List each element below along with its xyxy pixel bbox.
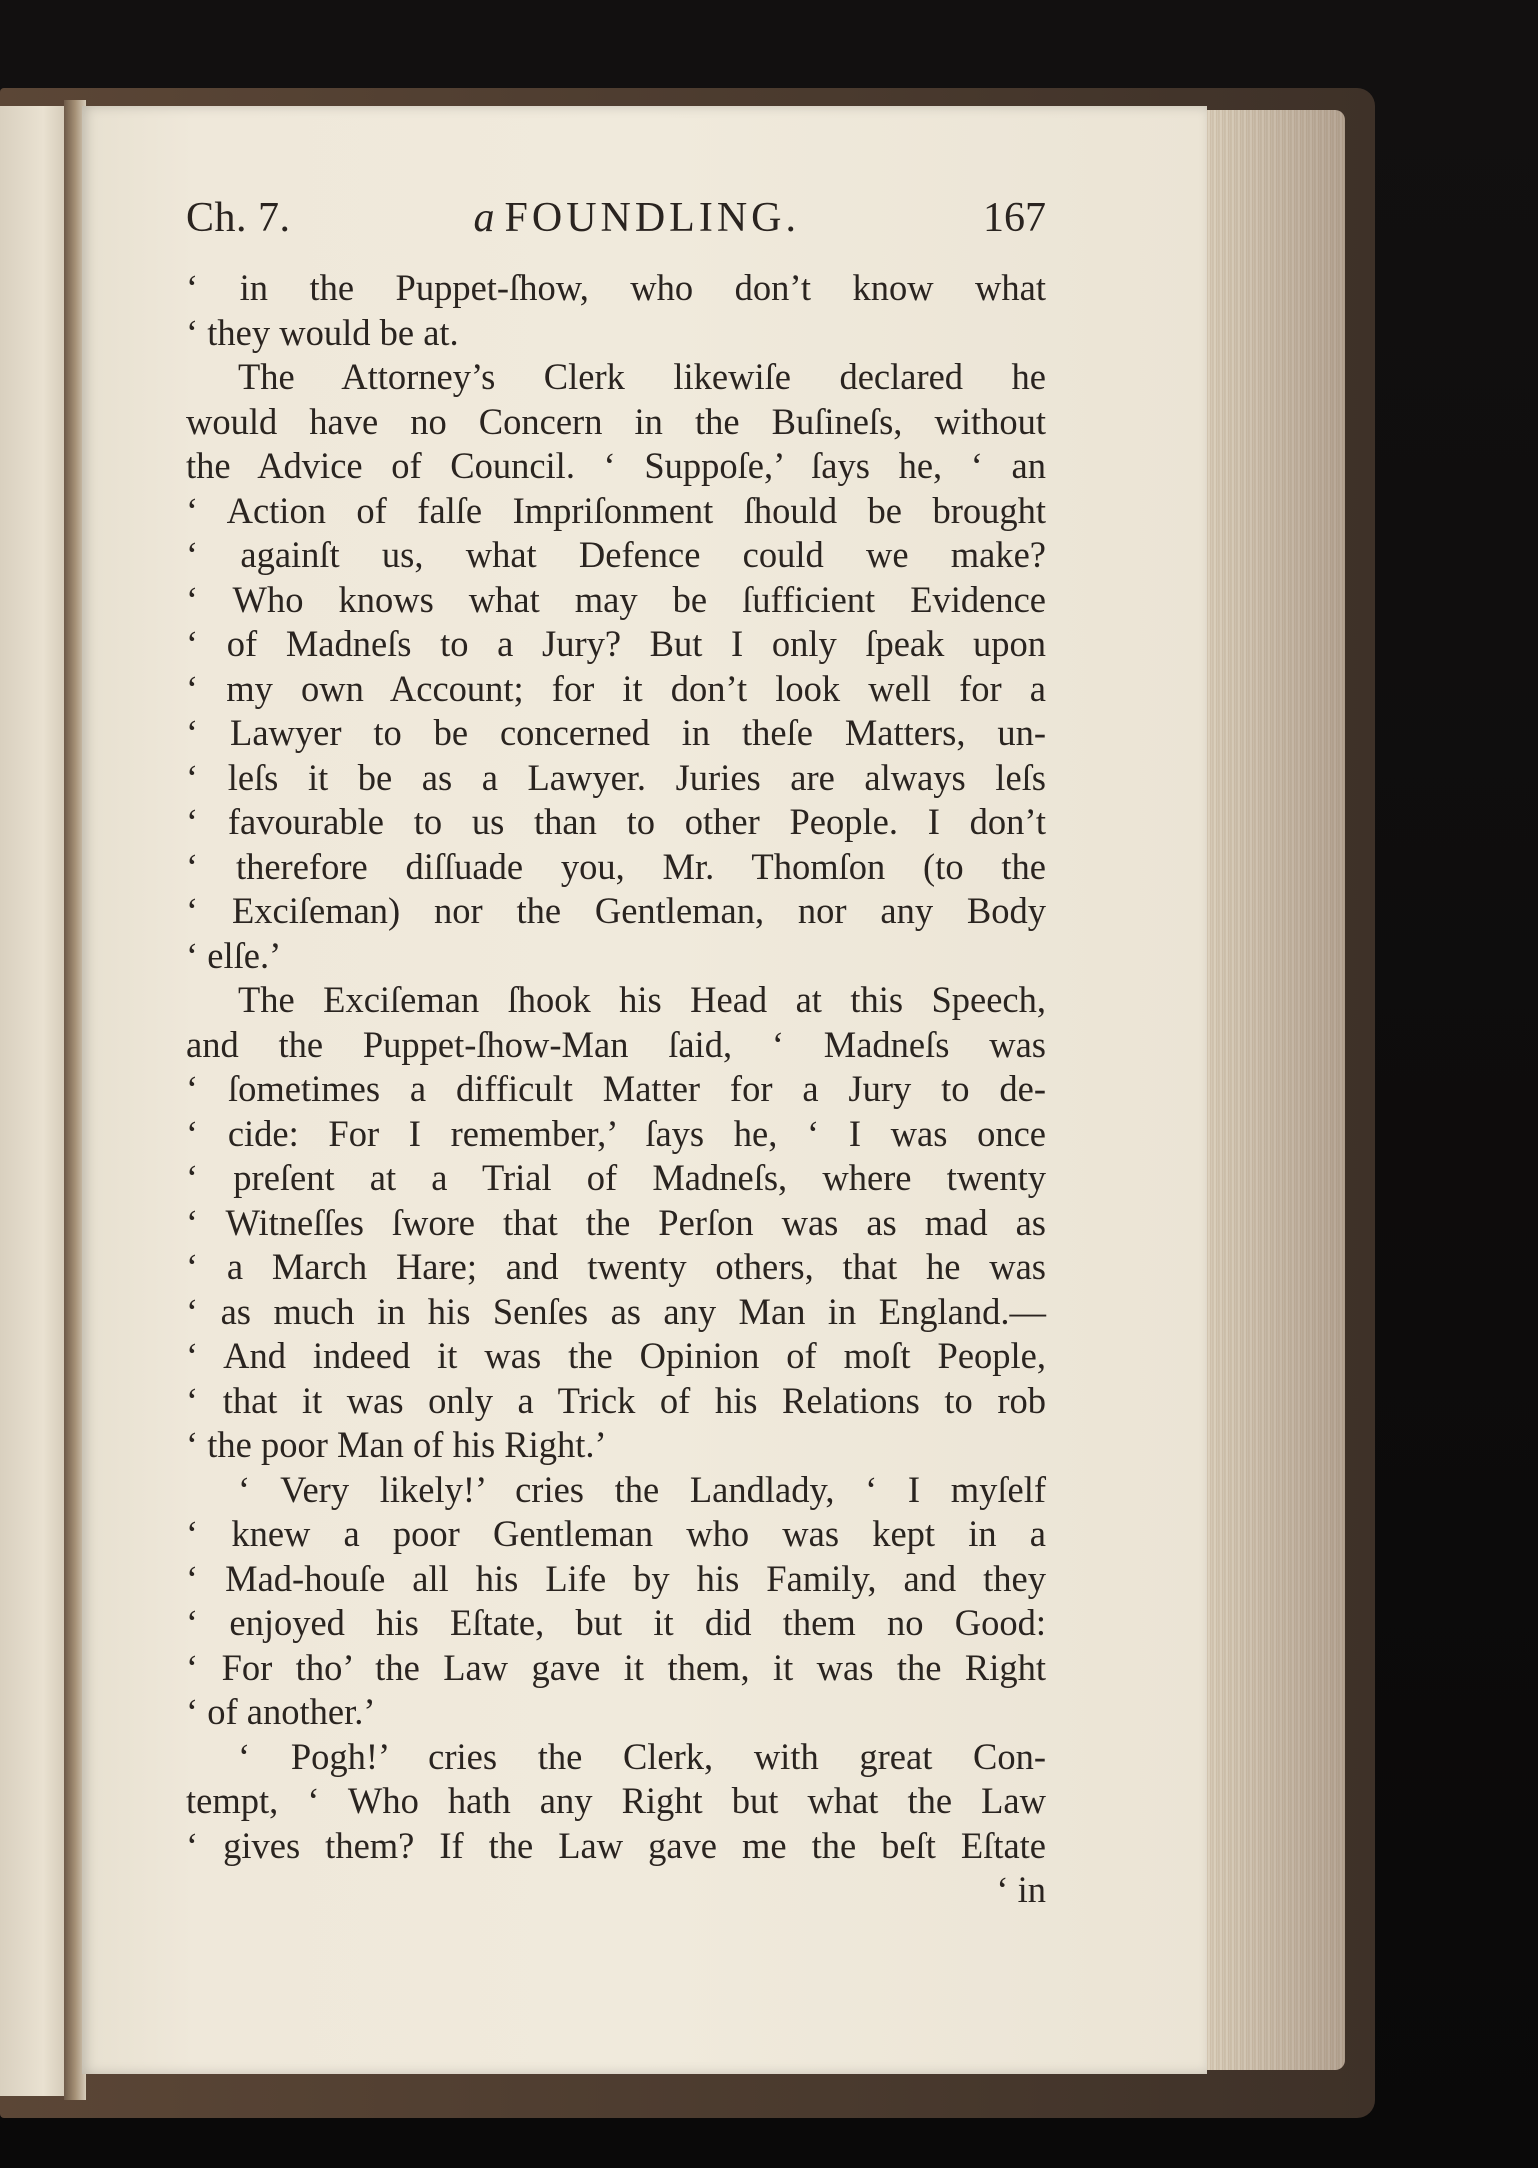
text-line: ‘ of Madneſs to a Jury? But I only ſpeak upon (186, 623, 1046, 664)
text-line: ‘ Witneſſes ſwore that the Perſon was as mad as (186, 1201, 1046, 1243)
text-line: tempt, ‘ Who hath any Right but what the Law (186, 1780, 1046, 1821)
text-line: ‘ Lawyer to be concerned in theſe Matters, un- (186, 712, 1046, 753)
running-header (186, 196, 1046, 266)
text-line: ‘ that it was only a Trick of his Relations to rob (186, 1379, 1046, 1421)
text-line: ‘ as much in his Senſes as any Man in England.— (186, 1290, 1046, 1332)
text-line: ‘ And indeed it was the Opinion of moſt People, (186, 1335, 1046, 1376)
text-line: ‘ a March Hare; and twenty others, that he was (186, 1246, 1046, 1287)
chapter-label: Ch. 7. (186, 195, 291, 241)
text-line: ‘ Who knows what may be ſufficient Evidence (186, 578, 1046, 620)
text-line: The Attorney’s Clerk likewiſe declared he (238, 356, 1046, 397)
page-edges (1205, 110, 1345, 2070)
text-line: ‘ knew a poor Gentleman who was kept in a (186, 1513, 1046, 1554)
text-line: ‘ the poor Man of his Right.’ (186, 1424, 607, 1465)
running-title-word: FOUNDLING. (504, 195, 800, 241)
text-line: ‘ favourable to us than to other People. I don’t (186, 801, 1046, 842)
text-line: ‘ againſt us, what Defence could we make? (186, 534, 1046, 575)
text-line: ‘ For tho’ the Law gave it them, it was the Right (186, 1646, 1046, 1688)
text-line: ‘ therefore diſſuade you, Mr. Thomſon (to the (186, 845, 1046, 887)
text-line: the Advice of Council. ‘ Suppoſe,’ ſays he, ‘ an (186, 445, 1046, 486)
text-line: ‘ preſent at a Trial of Madneſs, where twenty (186, 1157, 1046, 1198)
text-line: ‘ elſe.’ (186, 934, 282, 976)
text-line: ‘ Mad-houſe all his Life by his Family, and they (186, 1557, 1046, 1599)
body-text (186, 266, 1046, 1913)
text-line: ‘ in the Puppet-ſhow, who don’t know what (186, 267, 1046, 308)
text-line: ‘ ſometimes a difficult Matter for a Jury to de- (186, 1068, 1046, 1109)
text-line: ‘ cide: For I remember,’ ſays he, ‘ I was once (186, 1112, 1046, 1154)
text-line: ‘ Exciſeman) nor the Gentleman, nor any Body (186, 890, 1046, 931)
left-page-edge (0, 106, 72, 2096)
text-line: ‘ of another.’ (186, 1691, 376, 1732)
text-line: ‘ enjoyed his Eſtate, but it did them no Good: (186, 1602, 1046, 1643)
text-line: ‘ gives them? If the Law gave me the beſt Eſtate (186, 1824, 1046, 1866)
text-line: ‘ in (996, 1869, 1046, 1910)
text-line: ‘ my own Account; for it don’t look well for a (186, 667, 1046, 709)
running-title-article: a (473, 195, 495, 241)
text-line: ‘ leſs it be as a Lawyer. Juries are always leſs (186, 756, 1046, 798)
text-line: ‘ they would be at. (186, 311, 459, 353)
text-line: and the Puppet-ſhow-Man ſaid, ‘ Madneſs was (186, 1023, 1046, 1065)
text-line: would have no Concern in the Buſineſs, without (186, 400, 1046, 442)
running-title (474, 196, 801, 241)
text-line: ‘ Action of falſe Impriſonment ſhould be brought (186, 489, 1046, 531)
text-line: ‘ Pogh!’ cries the Clerk, with great Con- (238, 1735, 1046, 1777)
page-number: 167 (982, 195, 1046, 241)
text-line: The Exciſeman ſhook his Head at this Speech, (238, 979, 1046, 1020)
text-line: ‘ Very likely!’ cries the Landlady, ‘ I myſelf (238, 1468, 1046, 1510)
page-text (186, 196, 1046, 1913)
